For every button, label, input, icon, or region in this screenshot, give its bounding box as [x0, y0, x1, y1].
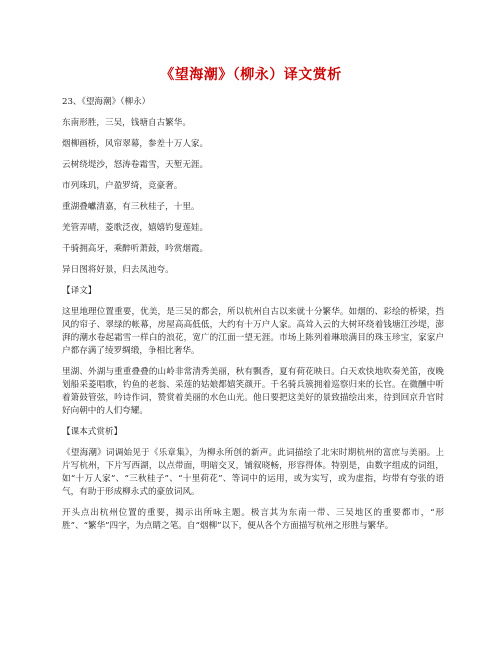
- spacer: [62, 358, 444, 366]
- spacer: [62, 151, 444, 159]
- spacer: [62, 109, 444, 117]
- poem-line: 东南形胜，三吴，钱塘自古繁华。: [62, 118, 191, 128]
- page-title: 《望海潮》（柳永）译文赏析: [160, 67, 342, 83]
- poem-heading: 23、《望海潮》（柳永）: [62, 97, 151, 107]
- spacer: [62, 499, 444, 507]
- spacer: [62, 214, 444, 222]
- poem-line: 市列珠玑，户盈罗绮，竞豪奢。: [62, 181, 183, 191]
- spacer: [62, 172, 444, 180]
- poem-line: 烟柳画桥，风帘翠幕，参差十万人家。: [62, 139, 209, 149]
- spacer: [62, 418, 444, 426]
- translation-heading: 【译文】: [62, 286, 97, 296]
- article-body: [62, 96, 444, 533]
- appreciation-heading: 【课本式赏析】: [62, 427, 123, 437]
- translation-paragraph: 这里地理位置重要，优美，是三吴的都会，所以杭州自古以来就十分繁华。如烟的、彩绘的桥梁，挡风的帘子、翠绿的帐幕，房屋高高低低，大约有十万户人家。高耸入云的大树环绕着钱塘江沙堤，澎湃的潮水卷起霜雪一样白的浪花，宽广的江面一望无涯。市场上陈列着琳琅满目的珠玉珍宝，家家户户都存满了绫罗绸缎，争相比奢华。: [62, 307, 444, 356]
- poem-line: 重湖叠巘清嘉，有三秋桂子，十里。: [62, 202, 200, 212]
- appreciation-paragraph: 开头点出杭州位置的重要，揭示出所咏主题。极言其为东南一带、三吴地区的重要都市，“形胜”、“繁华”四字，为点睛之笔。自“烟柳”以下，便从各个方面描写杭州之形胜与繁华。: [62, 508, 444, 531]
- poem-line: 千骑拥高牙，乘醉听萧鼓，吟赏烟霞。: [62, 244, 209, 254]
- poem-line: 异日图将好景，归去凤池夸。: [62, 265, 174, 275]
- translation-paragraph: 里湖、外湖与重重叠叠的山岭非常清秀美丽，秋有飘香，夏有荷花映日。白天欢快地吹奏羌笛，夜晚划船采菱唱歌，钓鱼的老翁、采莲的姑娘都嬉笑颜开。千名骑兵簇拥着巡察归来的长官。在微醺中听着箫鼓管弦，吟诗作词，赞赏着美丽的水色山光。他日要把这美好的景致描绘出来，待到回京升官时好向朝中的人们夸耀。: [62, 367, 444, 416]
- spacer: [62, 298, 444, 306]
- spacer: [62, 256, 444, 264]
- spacer: [62, 277, 444, 285]
- appreciation-paragraph: 《望海潮》词调始见于《乐章集》，为柳永所创的新声。此词描绘了北宋时期杭州的富庶与美丽。上片写杭州，下片写西湖，以点带面，明暗交叉，铺叙晓畅，形容得体。特别是，由数字组成的词组，如“十万人家”、“三秋桂子”、“十里荷花”、等词中的运用，或为实写，或为虚指，均带有夸张的语气，有助于形成柳永式的豪放词风。: [62, 448, 444, 497]
- spacer: [62, 130, 444, 138]
- spacer: [62, 439, 444, 447]
- spacer: [62, 193, 444, 201]
- spacer: [62, 235, 444, 243]
- poem-line: 云树绕堤沙，怒涛卷霜雪，天堑无涯。: [62, 160, 209, 170]
- poem-line: 羌管弄晴，菱歌泛夜，嬉嬉钓叟莲娃。: [62, 223, 209, 233]
